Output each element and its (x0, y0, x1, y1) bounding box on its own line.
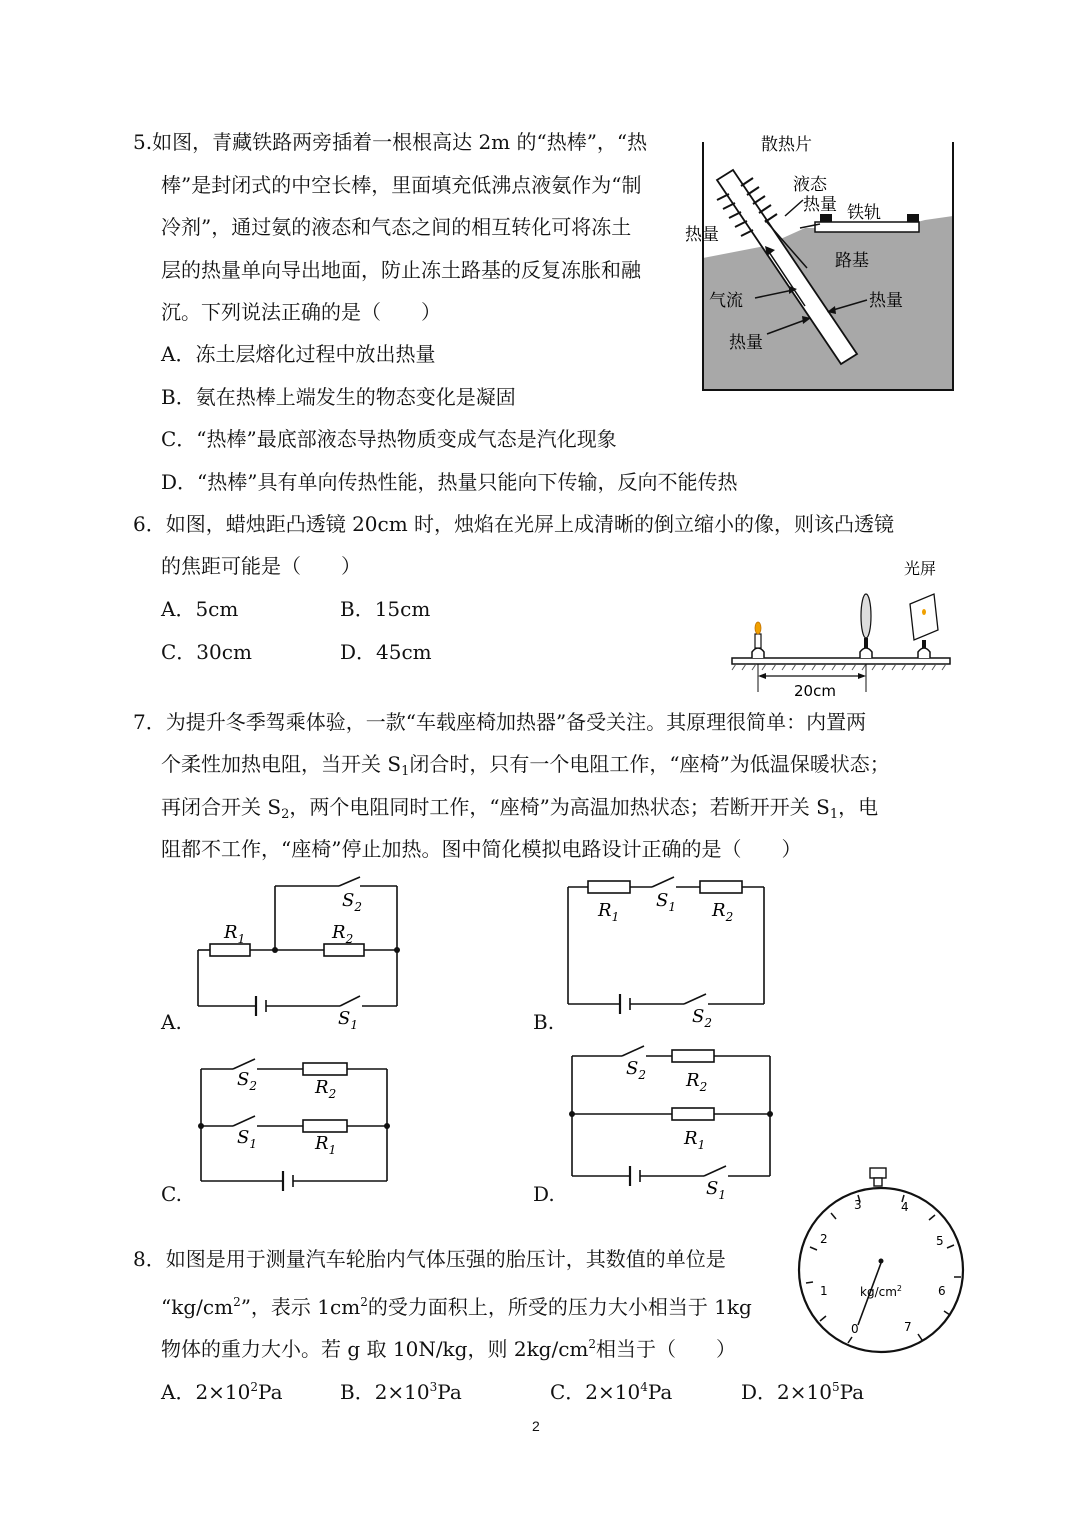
q8-option-a: A．$2\times 10^2Pa$ (161, 1380, 283, 1404)
svg-text:S1: $S_1$ (237, 1127, 257, 1151)
q5-option-c: C．“热棒”最底部液态导热物质变成气态是汽化现象 (161, 427, 617, 451)
gauge-unit: $kg/cm^2$ (860, 1284, 902, 1299)
circuit-b (562, 872, 772, 1032)
q7-line-4: 阻都不工作，“座椅”停止加热。图中简化模拟电路设计正确的是（ ） (161, 837, 802, 861)
circuit-label-b: B. (533, 1010, 555, 1034)
q6-option-c: C．30cm (161, 640, 252, 664)
q8-option-d: D．$2\times 10^5Pa$ (741, 1380, 865, 1404)
q8-line-1: 8．如图是用于测量汽车轮胎内气体压强的胎压计，其数值的单位是 (133, 1247, 726, 1271)
label-heat-top: 热量 (803, 195, 837, 215)
distance-label: 20cm (794, 682, 836, 700)
q8-line-3: 物体的重力大小。若 g 取 10N/kg，则 $2kg/cm^2$相当于（ ） (161, 1337, 737, 1361)
q5-line-4: 层的热量单向导出地面，防止冻土路基的反复冻胀和融 (161, 258, 641, 282)
tire-pressure-gauge (798, 1165, 970, 1357)
gauge-number-5: 5 (936, 1234, 944, 1248)
gauge-number-1: 1 (820, 1284, 828, 1298)
svg-text:S2: $S_2$ (626, 1058, 646, 1082)
svg-text:R1: $R_1$ (224, 922, 246, 946)
label-liquid: 液态 (793, 175, 827, 195)
q8-option-b: B．$2\times 10^3Pa$ (340, 1380, 462, 1404)
lens-bench-figure (730, 552, 955, 702)
label-rail: 铁轨 (847, 203, 881, 223)
circuit-label-d: D. (533, 1182, 555, 1206)
label-airflow: 气流 (709, 291, 743, 311)
q8-line-2: “$kg/cm^2$”，表示 $1cm^2$的受力面积上，所受的压力大小相当于 1kg (161, 1295, 752, 1319)
circuit-label-a: A. (161, 1010, 182, 1034)
svg-text:S1: $S_1$ (338, 1008, 358, 1032)
q5-option-a: A．冻土层熔化过程中放出热量 (161, 342, 436, 366)
svg-text:S2: $S_2$ (692, 1006, 712, 1030)
gauge-number-2: 2 (820, 1232, 828, 1246)
q7-line-1: 7．为提升冬季驾乘体验，一款“车载座椅加热器”备受关注。其原理很简单：内置两 (133, 710, 867, 734)
q5-line-2: 棒”是封闭式的中空长棒，里面填充低沸点液氨作为“制 (161, 173, 642, 197)
q5-line-5: 沉。下列说法正确的是（ ） (161, 300, 441, 324)
page-number: 2 (532, 1418, 540, 1434)
q6-line-1: 6．如图，蜡烛距凸透镜 20cm 时，烛焰在光屏上成清晰的倒立缩小的像，则该凸透镜 (133, 512, 895, 536)
circuit-d (564, 1040, 779, 1205)
label-heat-left: 热量 (685, 225, 719, 245)
svg-text:S1: $S_1$ (706, 1178, 726, 1202)
q5-line-3: 冷剂”，通过氨的液态和气态之间的相互转化可将冻土 (161, 215, 632, 239)
q5-option-d: D．“热棒”具有单向传热性能，热量只能向下传输，反向不能传热 (161, 470, 738, 494)
q6-option-d: D．45cm (340, 640, 432, 664)
q6-option-b: B．15cm (340, 597, 431, 621)
svg-text:S2: $S_2$ (237, 1069, 257, 1093)
gauge-number-0: 0 (851, 1322, 859, 1336)
q6-line-2: 的焦距可能是（ ） (161, 554, 361, 578)
gauge-number-3: 3 (854, 1198, 862, 1212)
svg-text:S2: $S_2$ (342, 890, 362, 914)
q5-option-b: B．氨在热棒上端发生的物态变化是凝固 (161, 385, 516, 409)
svg-text:R2: $R_2$ (315, 1077, 337, 1101)
label-roadbed: 路基 (835, 251, 869, 271)
gauge-number-7: 7 (904, 1320, 912, 1334)
circuit-c (193, 1055, 403, 1205)
svg-text:R1: $R_1$ (684, 1128, 706, 1152)
svg-text:R2: $R_2$ (332, 922, 354, 946)
q5-line-1: 5.如图，青藏铁路两旁插着一根根高达 2m 的“热棒”，“热 (133, 130, 648, 154)
svg-text:S1: $S_1$ (656, 890, 676, 914)
svg-text:R1: $R_1$ (315, 1133, 337, 1157)
heat-rod-figure (685, 128, 960, 393)
q8-option-c: C．$2\times 10^4Pa$ (550, 1380, 673, 1404)
label-fins: 散热片 (761, 135, 812, 155)
gauge-number-4: 4 (901, 1200, 909, 1214)
circuit-a (190, 878, 410, 1032)
svg-text:R1: $R_1$ (598, 900, 620, 924)
screen-label: 光屏 (904, 559, 937, 578)
label-heat-bottom: 热量 (729, 333, 763, 353)
svg-text:R2: $R_2$ (686, 1070, 708, 1094)
circuit-label-c: C. (161, 1182, 182, 1206)
q7-line-3: 再闭合开关 $S_2$，两个电阻同时工作，“座椅”为高温加热状态；若断开开关 $S_1$，电 (161, 795, 879, 822)
gauge-number-6: 6 (938, 1284, 946, 1298)
svg-text:R2: $R_2$ (712, 900, 734, 924)
q7-line-2: 个柔性加热电阻，当开关 $S_1$闭合时，只有一个电阻工作，“座椅”为低温保暖状态； (161, 752, 890, 779)
q6-option-a: A．5cm (161, 597, 239, 621)
label-heat-right: 热量 (869, 291, 903, 311)
